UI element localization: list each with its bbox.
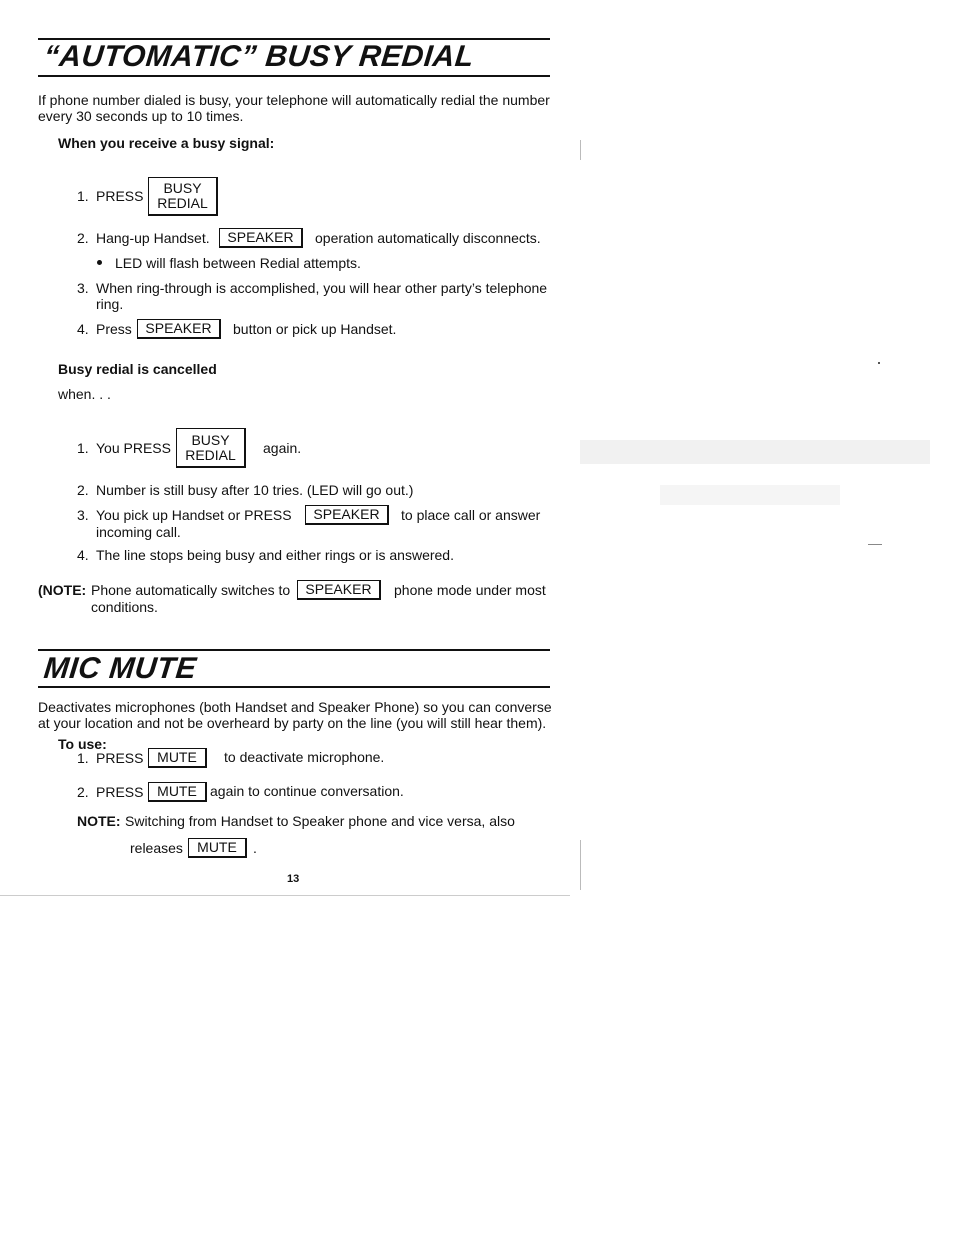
title-underline <box>38 75 550 77</box>
note-text: releases <box>130 840 183 856</box>
step-text: Number is still busy after 10 tries. (LED will go out.) <box>96 482 414 498</box>
step-number: 1. <box>77 440 89 456</box>
scan-line <box>0 895 570 896</box>
intro-text: Deactivates microphones (both Handset and Speaker Phone) so you can converse <box>38 699 552 715</box>
step-text: When ring-through is accomplished, you will hear other party’s telephone <box>96 280 548 296</box>
step-text: to deactivate microphone. <box>224 749 385 765</box>
busy-redial-key <box>176 428 246 468</box>
mute-key: MUTE <box>188 838 247 858</box>
key-label: BUSY <box>191 431 230 448</box>
step-text: operation automatically disconnects. <box>315 230 541 246</box>
when-text: when. . . <box>58 386 111 402</box>
scan-speck <box>868 544 882 545</box>
speaker-key: SPEAKER <box>297 580 381 600</box>
note-text: phone mode under most <box>394 582 546 598</box>
scan-speck <box>580 840 581 890</box>
section-title-mic-mute: MIC MUTE <box>42 652 199 685</box>
key-label: REDIAL <box>157 195 208 211</box>
step-text: button or pick up Handset. <box>233 321 397 337</box>
key-label: REDIAL <box>185 446 236 463</box>
speaker-key: SPEAKER <box>305 505 389 525</box>
step-text: PRESS <box>96 784 144 800</box>
note-text: Switching from Handset to Speaker phone and vice versa, also <box>125 813 515 829</box>
subheading: Busy redial is cancelled <box>58 361 217 377</box>
step-number: 2. <box>77 230 89 246</box>
scan-noise <box>580 440 930 464</box>
step-text: PRESS <box>96 750 144 766</box>
step-text: The line stops being busy and either rings or is answered. <box>96 547 454 563</box>
subheading: To use: <box>58 736 107 752</box>
step-number: 2. <box>77 784 89 800</box>
bullet-text: LED will flash between Redial attempts. <box>115 255 361 271</box>
step-number: 2. <box>77 482 89 498</box>
note-text: Phone automatically switches to <box>91 582 291 598</box>
intro-text: If phone number dialed is busy, your telephone will automatically redial the number <box>38 92 550 108</box>
step-number: 3. <box>77 507 89 523</box>
step-text: incoming call. <box>96 524 181 540</box>
step-text: ring. <box>96 296 124 312</box>
note-label: NOTE: <box>77 813 121 829</box>
busy-redial-key <box>148 177 218 216</box>
step-text: to place call or answer <box>401 507 541 523</box>
speaker-key: SPEAKER <box>219 228 303 248</box>
step-text: again to continue conversation. <box>210 783 404 799</box>
key-label: BUSY <box>163 180 202 196</box>
step-text: again. <box>263 440 302 456</box>
page-number: 13 <box>287 873 300 885</box>
intro-text: at your location and not be overheard by party on the line (you will still hear them). <box>38 715 547 731</box>
bullet <box>97 260 102 265</box>
step-number: 3. <box>77 280 89 296</box>
step-text: PRESS <box>96 188 144 204</box>
note-text: . <box>253 840 257 856</box>
scan-speck <box>878 362 880 364</box>
speaker-key: SPEAKER <box>137 319 221 339</box>
intro-text: every 30 seconds up to 10 times. <box>38 108 244 124</box>
step-number: 4. <box>77 321 89 337</box>
step-text: You PRESS <box>96 440 171 456</box>
mute-key: MUTE <box>148 782 207 802</box>
step-text: You pick up Handset or PRESS <box>96 507 292 523</box>
scan-speck <box>580 140 581 160</box>
note-label: (NOTE: <box>38 582 87 598</box>
title-underline <box>38 686 550 688</box>
step-number: 1. <box>77 750 89 766</box>
section-rule <box>38 649 550 651</box>
subheading: When you receive a busy signal: <box>58 135 275 151</box>
step-number: 1. <box>77 188 89 204</box>
step-text: Hang-up Handset. <box>96 230 210 246</box>
note-text: conditions. <box>91 599 158 615</box>
mute-key: MUTE <box>148 748 207 768</box>
step-number: 4. <box>77 547 89 563</box>
section-title-busy-redial: “AUTOMATIC” BUSY REDIAL <box>42 40 476 73</box>
scan-noise <box>660 485 840 505</box>
step-text: Press <box>96 321 132 337</box>
